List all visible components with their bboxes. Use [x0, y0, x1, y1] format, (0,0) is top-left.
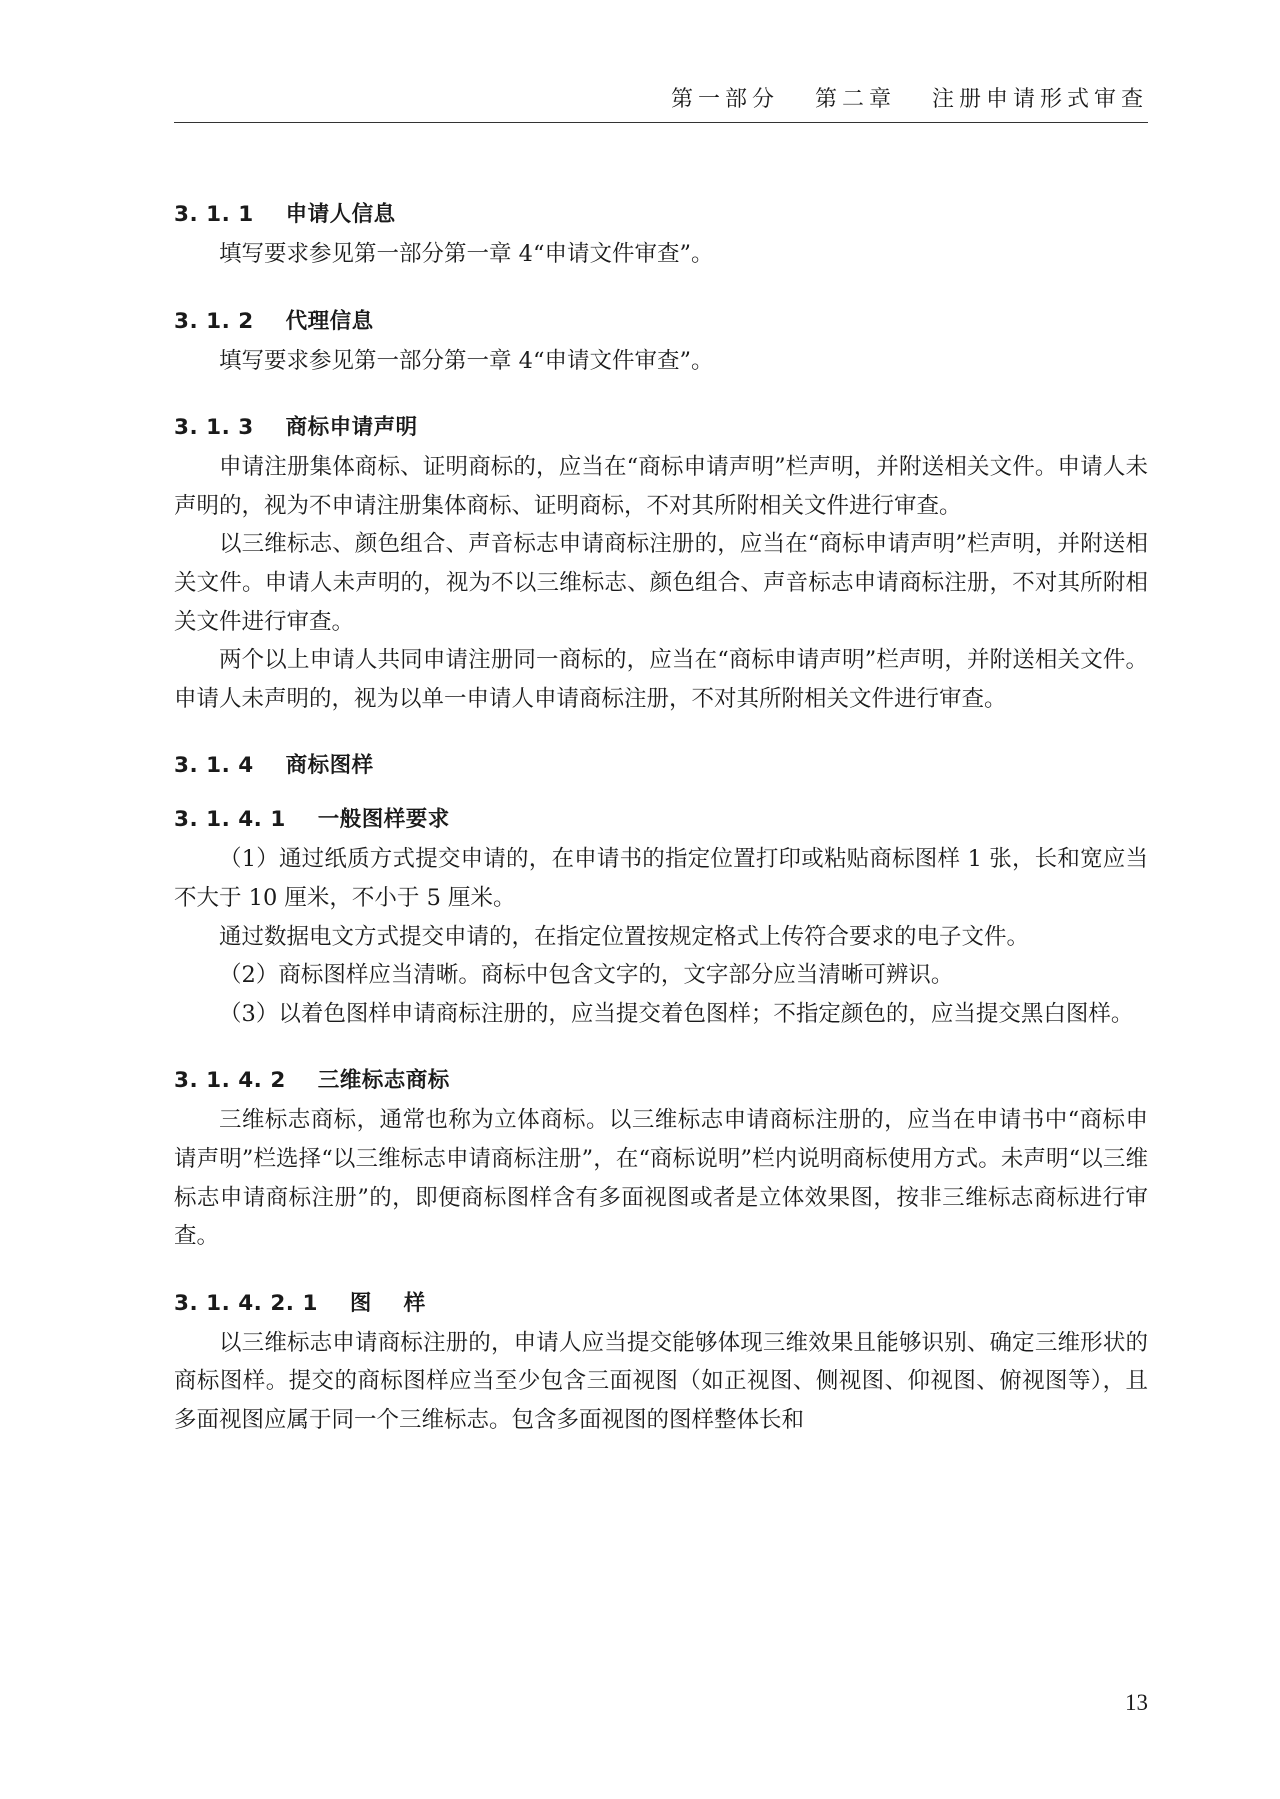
heading-3-1-3: 3. 1. 3 商标申请声明 [174, 415, 418, 441]
heading-3-1-4-1: 3. 1. 4. 1 一般图样要求 [174, 807, 450, 833]
paragraph: （2）商标图样应当清晰。商标中包含文字的，文字部分应当清晰可辨识。 [219, 962, 954, 989]
paragraph: 三维标志商标，通常也称为立体商标。以三维标志申请商标注册的，应当在申请书中“商标申请声明”栏选择“以三维标志申请商标注册”，在“商标说明”栏内说明商标使用方式。未声明“以三维标志申请商标注册”的，即便商标图样含有多面视图或者是立体效果图，按非三维标志商标进行审查。 [174, 1107, 1148, 1250]
paragraph: 以三维标志、颜色组合、声音标志申请商标注册的，应当在“商标申请声明”栏声明，并附送相关文件。申请人未声明的，视为不以三维标志、颜色组合、声音标志申请商标注册，不对其所附相关文件进行审查。 [174, 531, 1148, 635]
paragraph: 两个以上申请人共同申请注册同一商标的，应当在“商标申请声明”栏声明，并附送相关文件。申请人未声明的，视为以单一申请人申请商标注册，不对其所附相关文件进行审查。 [174, 647, 1148, 712]
running-header: 第一部分 第二章 注册申请形式审查 [671, 87, 1148, 112]
heading-3-1-2: 3. 1. 2 代理信息 [174, 308, 374, 334]
header-divider [174, 122, 1148, 123]
paragraph: 申请注册集体商标、证明商标的，应当在“商标申请声明”栏声明，并附送相关文件。申请人未声明的，视为不申请注册集体商标、证明商标，不对其所附相关文件进行审查。 [174, 454, 1148, 519]
paragraph: （3）以着色图样申请商标注册的，应当提交着色图样；不指定颜色的，应当提交黑白图样。 [219, 1000, 1134, 1027]
heading-3-1-4: 3. 1. 4 商标图样 [174, 753, 374, 779]
paragraph: 填写要求参见第一部分第一章 4“申请文件审查”。 [219, 241, 714, 267]
paragraph: 以三维标志申请商标注册的，申请人应当提交能够体现三维效果且能够识别、确定三维形状的商标图样。提交的商标图样应当至少包含三面视图（如正视图、侧视图、仰视图、俯视图等），且多面视图应属于同一个三维标志。包含多面视图的图样整体长和 [174, 1329, 1148, 1433]
heading-3-1-4-2-1: 3. 1. 4. 2. 1 图 样 [174, 1290, 426, 1316]
page-body [174, 195, 1148, 1439]
paragraph: （1）通过纸质方式提交申请的，在申请书的指定位置打印或粘贴商标图样 1 张，长和宽应当不大于 10 厘米，不小于 5 厘米。 [174, 846, 1148, 911]
paragraph: 填写要求参见第一部分第一章 4“申请文件审查”。 [219, 347, 714, 374]
heading-3-1-1: 3. 1. 1 申请人信息 [174, 202, 396, 227]
page-number: 13 [1125, 1690, 1148, 1715]
paragraph: 通过数据电文方式提交申请的，在指定位置按规定格式上传符合要求的电子文件。 [219, 923, 1030, 950]
heading-3-1-4-2: 3. 1. 4. 2 三维标志商标 [174, 1068, 450, 1094]
